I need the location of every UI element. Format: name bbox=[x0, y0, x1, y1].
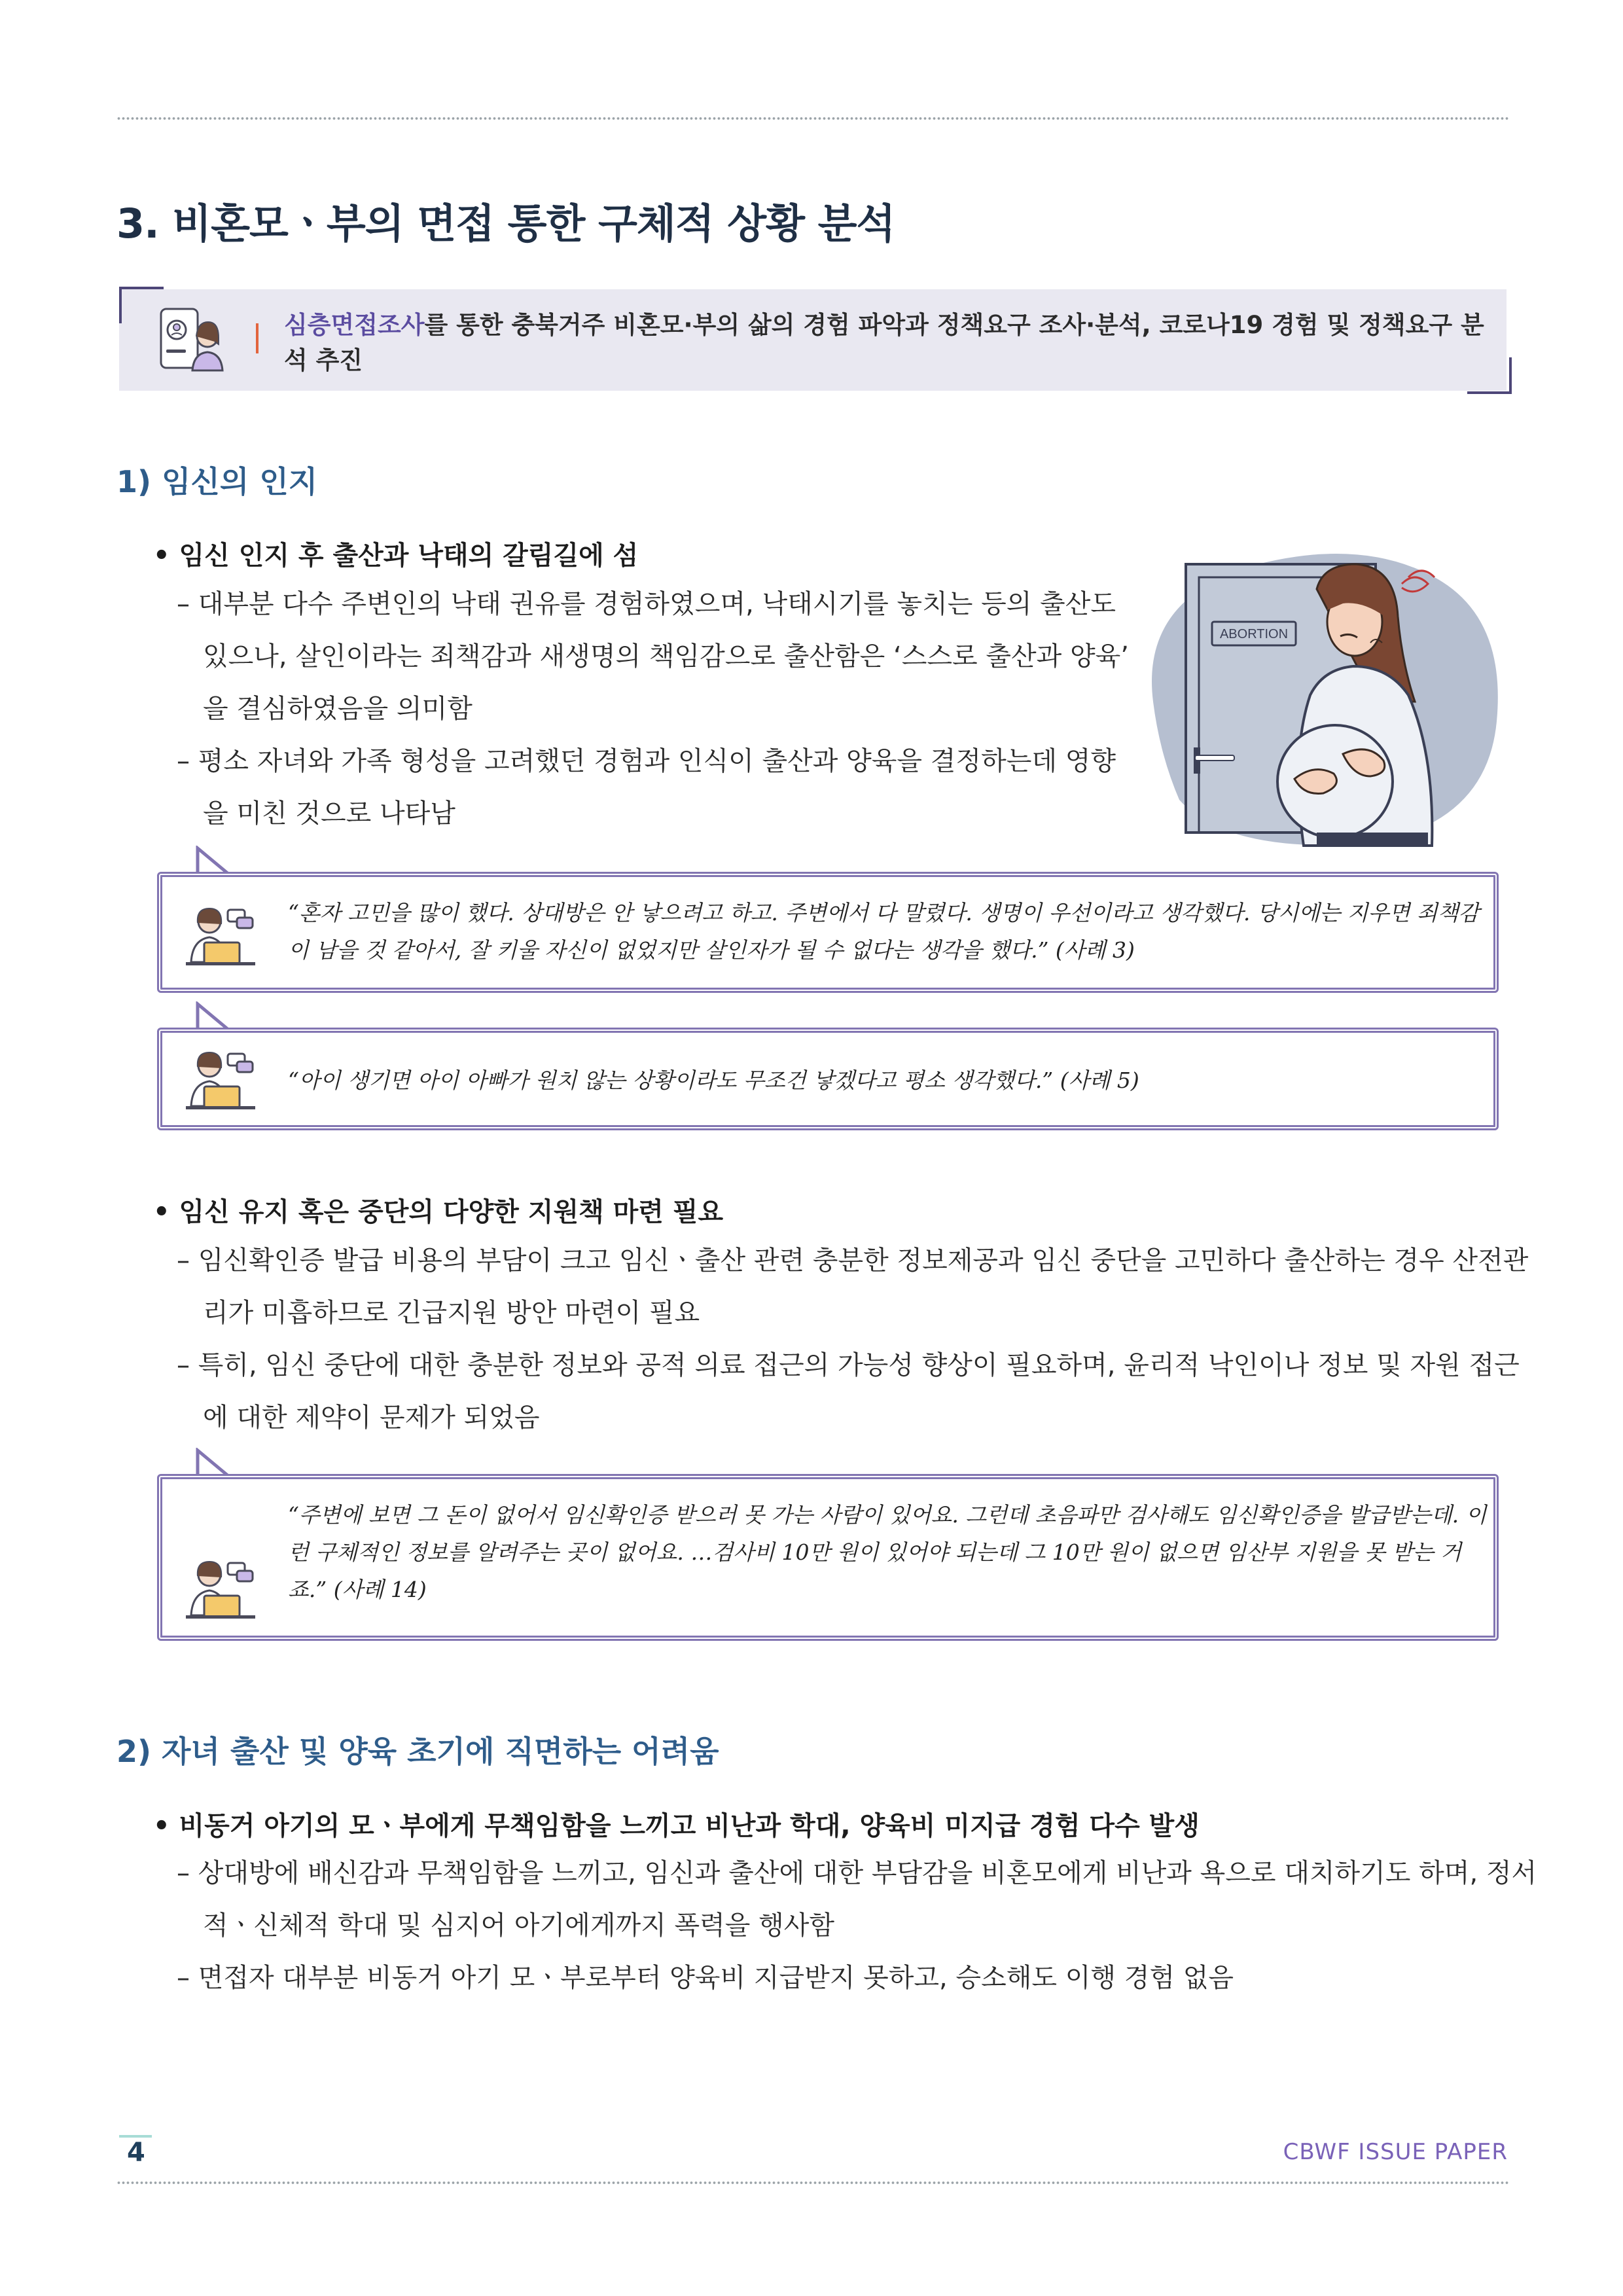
interviewee-laptop-icon bbox=[185, 1049, 257, 1111]
bullet-3-dash-2: – 면접자 대부분 비동거 아기 모ㆍ부로부터 양육비 지급받지 못하고, 승소해도 이행 경험 없음 bbox=[177, 1963, 1234, 1993]
page-number: 4 bbox=[127, 2138, 145, 2168]
bullet-3-title: • 비동거 아기의 모ㆍ부에게 무책임함을 느끼고 비난과 학대, 양육비 미지급 경험 다수 발생 bbox=[153, 1811, 1200, 1841]
section-title: 3. 비혼모ㆍ부의 면접 통한 구체적 상황 분석 bbox=[116, 200, 895, 247]
bullet-3-dash-1: – 상대방에 배신감과 무책임함을 느끼고, 임신과 출산에 대한 부담감을 비혼모에게 비난과 욕으로 대치하기도 하며, 정서적ㆍ신체적 학대 및 심지어 아기에게까지 폭력을 행사함 bbox=[177, 1858, 1537, 1941]
summary-accent-bar bbox=[256, 323, 259, 353]
bullet-2-dash-2: – 특히, 임신 중단에 대한 충분한 정보와 공적 의료 접근의 가능성 향상이 필요하며, 윤리적 낙인이나 정보 및 자원 접근에 대한 제약이 문제가 되었음 bbox=[177, 1350, 1520, 1433]
bottom-dotted-rule bbox=[116, 2179, 1508, 2186]
interviewee-laptop-icon bbox=[185, 1558, 257, 1621]
bullet-1-dash-2: – 평소 자녀와 가족 형성을 고려했던 경험과 인식이 출산과 양육을 결정하는데 영향을 미친 것으로 나타남 bbox=[177, 746, 1116, 829]
quote-1-text: “혼자 고민을 많이 했다. 상대방은 안 낳으려고 하고. 주변에서 다 말렸다. 생명이 우선이라고 생각했다. 당시에는 지우면 죄책감이 남을 것 같아서, 잘 키울 자신이 없었지만 살인자가 될 수 없다는 생각을 했다.” (사례 3) bbox=[288, 900, 1480, 963]
interviewee-laptop-icon bbox=[185, 905, 257, 967]
door-sign-text: ABORTION bbox=[1219, 627, 1289, 641]
pregnant-woman-illustration bbox=[1127, 538, 1507, 852]
summary-text bbox=[284, 308, 1488, 378]
bullet-2-dash-1: – 임신확인증 발급 비용의 부담이 크고 임신ㆍ출산 관련 충분한 정보제공과 임신 중단을 고민하다 출산하는 경우 산전관리가 미흡하므로 긴급지원 방안 마련이 필요 bbox=[177, 1246, 1529, 1328]
quote-3-text: “주변에 보면 그 돈이 없어서 임신확인증 받으러 못 가는 사람이 있어요. 그런데 초음파만 검사해도 임신확인증을 발급받는데. 이런 구체적인 정보를 알려주는 곳이 없어요. …검사비 10만 원이 있어야 되는데 그 10만 원이 없으면 임산부 지원을 못 받는 거죠.” (사례 14) bbox=[288, 1502, 1487, 1602]
quote-2-text: “아이 생기면 아이 아빠가 원치 않는 상황이라도 무조건 낳겠다고 평소 생각했다.” (사례 5) bbox=[288, 1067, 1139, 1093]
summary-highlight: 심층면접조사 bbox=[284, 311, 425, 339]
bullet-1-title: • 임신 인지 후 출산과 낙태의 갈림길에 섬 bbox=[153, 541, 639, 571]
subheading-2: 2) 자녀 출산 및 양육 초기에 직면하는 어려움 bbox=[116, 1734, 719, 1769]
interview-icon bbox=[152, 302, 230, 374]
bullet-1-dash-1: – 대부분 다수 주변인의 낙태 권유를 경험하였으며, 낙태시기를 놓치는 등의 출산도 있으나, 살인이라는 죄책감과 새생명의 책임감으로 출산함은 ‘스스로 출산과 양육’ 을 결심하였음을 의미함 bbox=[177, 589, 1129, 724]
bullet-2-title: • 임신 유지 혹은 중단의 다양한 지원책 마련 필요 bbox=[153, 1197, 724, 1227]
top-dotted-rule bbox=[116, 115, 1508, 122]
summary-body: 를 통한 충북거주 비혼모·부의 삶의 경험 파악과 정책요구 조사·분석, 코로나19 경험 및 정책요구 분석 추진 bbox=[284, 311, 1484, 374]
subheading-1: 1) 임신의 인지 bbox=[116, 464, 318, 499]
publication-title: CBWF ISSUE PAPER bbox=[1283, 2139, 1508, 2165]
